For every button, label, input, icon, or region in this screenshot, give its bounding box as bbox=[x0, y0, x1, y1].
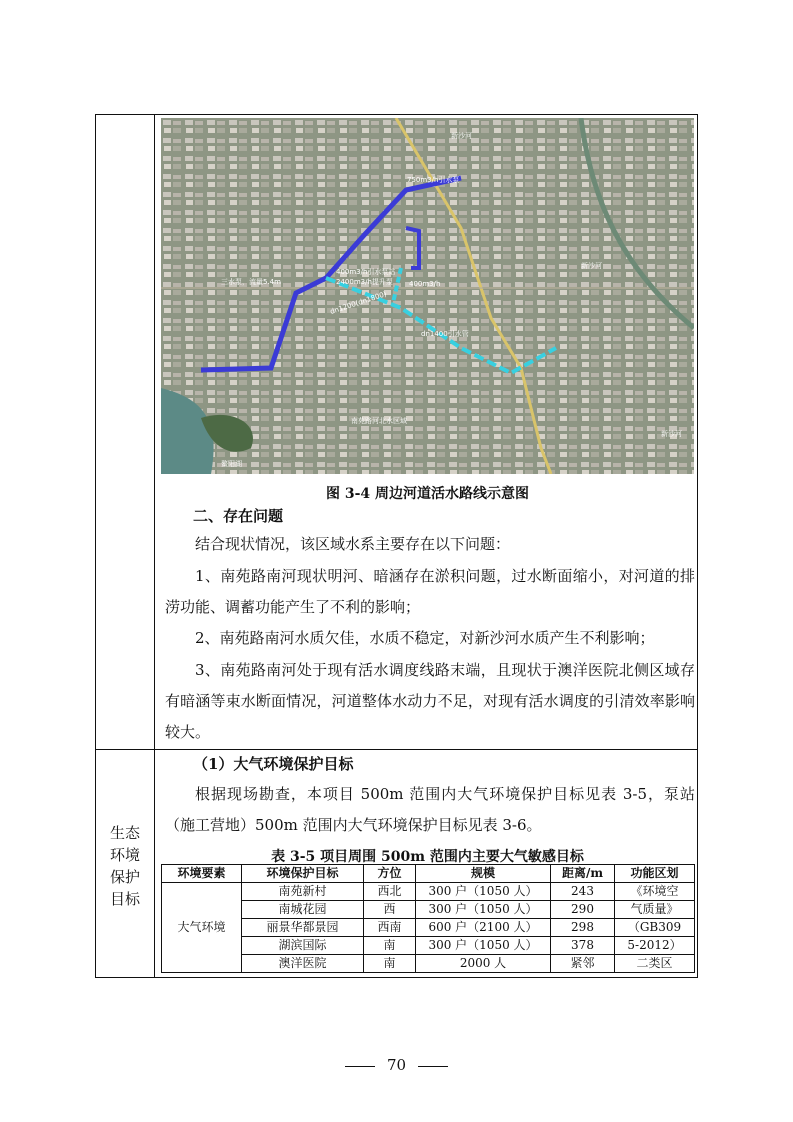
label-pipe-a: dn1200(dn1800) bbox=[329, 290, 388, 316]
label-flow-mid2: 2400m3/h提升泵 bbox=[336, 278, 393, 286]
label-river-b: 新沙河 bbox=[581, 262, 602, 270]
table-cell: 290 bbox=[551, 901, 615, 919]
header-cell: 功能区划 bbox=[615, 865, 695, 883]
eco-subheading: （1）大气环境保护目标 bbox=[193, 755, 354, 773]
label-lake: 鳌阳湖 bbox=[221, 460, 242, 468]
table-row bbox=[162, 919, 695, 937]
footer-dash bbox=[418, 1066, 448, 1067]
table-cell: 600 户（2100 人） bbox=[416, 919, 551, 937]
page-number: 70 bbox=[386, 1056, 407, 1074]
table-cell: 丽景华都景园 bbox=[242, 919, 364, 937]
label-river-a: 新沙河 bbox=[451, 132, 472, 140]
table-cell: （GB309 bbox=[615, 919, 695, 937]
table-cell: 《环境空 bbox=[615, 883, 695, 901]
table-cell: 378 bbox=[551, 937, 615, 955]
table-cell: 南 bbox=[364, 937, 416, 955]
table-cell: 298 bbox=[551, 919, 615, 937]
air-sensitive-table bbox=[161, 864, 695, 973]
section-intro: 结合现状情况，该区域水系主要存在以下问题： bbox=[195, 535, 511, 553]
table-cell: 二类区 bbox=[615, 955, 695, 973]
table-cell: 西南 bbox=[364, 919, 416, 937]
problem-item-2: 2、南苑路南河水质欠佳，水质不稳定，对新沙河水质产生不利影响； bbox=[195, 629, 655, 647]
footer-dash bbox=[345, 1066, 375, 1067]
label-flow-right: 400m3/h bbox=[409, 280, 441, 288]
table-header-row bbox=[162, 865, 695, 883]
table-cell: 南城花园 bbox=[242, 901, 364, 919]
label-river-c: 新沙河 bbox=[661, 430, 682, 438]
problem-item-3: 3、南苑路南河处于现有活水调度线路末端，且现状于澳洋医院北侧区域存有暗涵等束水断面情况，河道整体水动力不足，对现有活水调度的引清效率影响较大。 bbox=[165, 661, 695, 741]
problem-item-1: 1、南苑路南河现状明河、暗涵存在淤积问题，过水断面缩小，对河道的排涝功能、调蓄功能产生了不利的影响； bbox=[165, 567, 695, 616]
table-cell: 气质量》 bbox=[615, 901, 695, 919]
table-row bbox=[162, 955, 695, 973]
side-label-line: 生态 bbox=[109, 824, 140, 842]
table-cell: 湖滨国际 bbox=[242, 937, 364, 955]
element-cell: 大气环境 bbox=[162, 883, 242, 973]
header-cell: 环境保护目标 bbox=[242, 865, 364, 883]
table-row bbox=[162, 883, 695, 901]
row-divider bbox=[96, 749, 697, 750]
table-cell: 300 户（1050 人） bbox=[416, 883, 551, 901]
header-cell: 方位 bbox=[364, 865, 416, 883]
table-cell: 西北 bbox=[364, 883, 416, 901]
table-cell: 243 bbox=[551, 883, 615, 901]
page-footer bbox=[0, 1056, 793, 1074]
table-row bbox=[162, 901, 695, 919]
label-bottom-road: 南苑路河北水区域 bbox=[351, 417, 407, 425]
header-cell: 环境要素 bbox=[162, 865, 242, 883]
table-cell: 300 户（1050 人） bbox=[416, 901, 551, 919]
river-map-figure bbox=[161, 118, 694, 474]
side-label-line: 保护 bbox=[109, 868, 140, 886]
section-heading: 二、存在问题 bbox=[193, 507, 284, 525]
table-row bbox=[162, 937, 695, 955]
figure-caption: 图 3-4 周边河道活水路线示意图 bbox=[325, 486, 530, 502]
header-cell: 规模 bbox=[416, 865, 551, 883]
eco-side-label bbox=[96, 822, 154, 910]
table-title: 表 3-5 项目周围 500m 范围内主要大气敏感目标 bbox=[271, 849, 584, 865]
table-cell: 5-2012） bbox=[615, 937, 695, 955]
table-cell: 南苑新村 bbox=[242, 883, 364, 901]
header-cell: 距离/m bbox=[551, 865, 615, 883]
eco-paragraph: 根据现场勘查，本项目 500m 范围内大气环境保护目标见表 3-5，泵站（施工营地）500m 范围内大气环境保护目标见表 3-6。 bbox=[165, 785, 695, 834]
map-svg bbox=[161, 118, 694, 474]
table-cell: 紧邻 bbox=[551, 955, 615, 973]
table-cell: 南 bbox=[364, 955, 416, 973]
table-cell: 2000 人 bbox=[416, 955, 551, 973]
table-cell: 澳洋医院 bbox=[242, 955, 364, 973]
label-flow-top: 750m3/h引水泵 bbox=[407, 176, 460, 184]
side-label-line: 环境 bbox=[109, 846, 140, 864]
table-cell: 西 bbox=[364, 901, 416, 919]
side-label-line: 目标 bbox=[109, 890, 140, 908]
table-cell: 300 户（1050 人） bbox=[416, 937, 551, 955]
label-flow-left: 三水泵，流量5.4m bbox=[221, 278, 281, 286]
label-flow-mid: 400m3/h引水泵站 bbox=[336, 268, 396, 276]
label-pipe-b: dn1400引水管 bbox=[421, 330, 469, 338]
column-divider bbox=[154, 115, 155, 977]
